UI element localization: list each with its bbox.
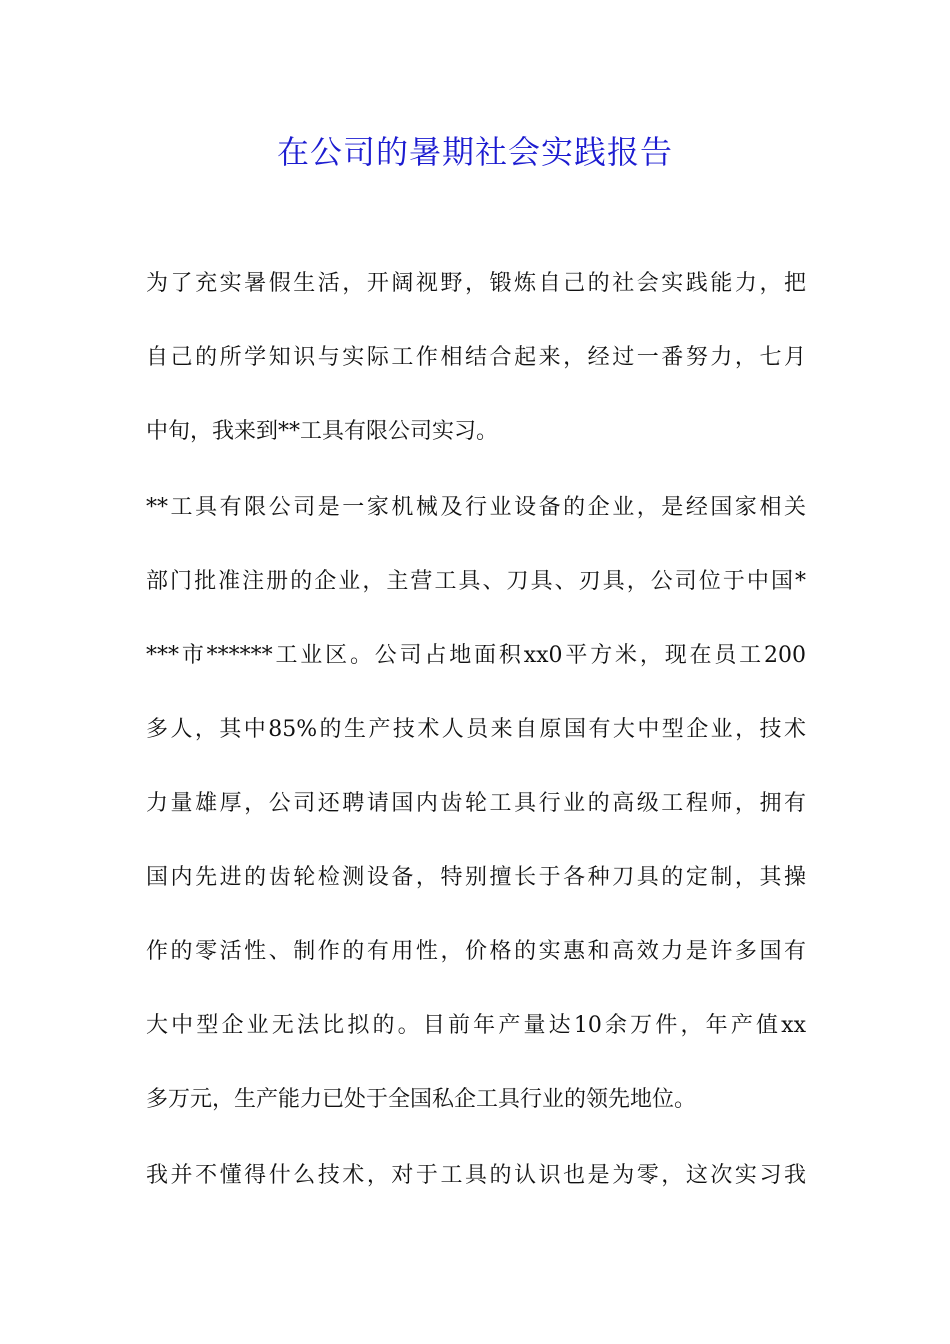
paragraph-line: 多万元，生产能力已处于全国私企工具行业的领先地位。 [146, 1087, 697, 1112]
paragraph-line: ***市******工业区。公司占地面积xx0平方米，现在员工200 [146, 643, 806, 668]
paragraph-line: 大中型企业无法比拟的。目前年产量达10余万件，年产值xx [146, 1013, 806, 1038]
paragraph-line: 力量雄厚，公司还聘请国内齿轮工具行业的高级工程师，拥有 [146, 791, 806, 816]
paragraph-line: 自己的所学知识与实际工作相结合起来，经过一番努力，七月 [146, 345, 806, 370]
paragraph-line: 国内先进的齿轮检测设备，特别擅长于各种刀具的定制，其操 [146, 865, 806, 890]
paragraph-line: 我并不懂得什么技术，对于工具的认识也是为零，这次实习我 [146, 1163, 806, 1188]
paragraph-line: 中旬，我来到**工具有限公司实习。 [146, 419, 499, 444]
document-title: 在公司的暑期社会实践报告 [276, 133, 673, 171]
paragraph-line: 多人，其中85%的生产技术人员来自原国有大中型企业，技术 [146, 717, 806, 742]
paragraph-line: 为了充实暑假生活，开阔视野，锻炼自己的社会实践能力，把 [146, 271, 806, 296]
paragraph-line: 作的零活性、制作的有用性，价格的实惠和高效力是许多国有 [146, 939, 806, 964]
paragraph-line: **工具有限公司是一家机械及行业设备的企业，是经国家相关 [146, 495, 806, 520]
paragraph-line: 部门批准注册的企业，主营工具、刀具、刃具，公司位于中国* [146, 569, 806, 594]
